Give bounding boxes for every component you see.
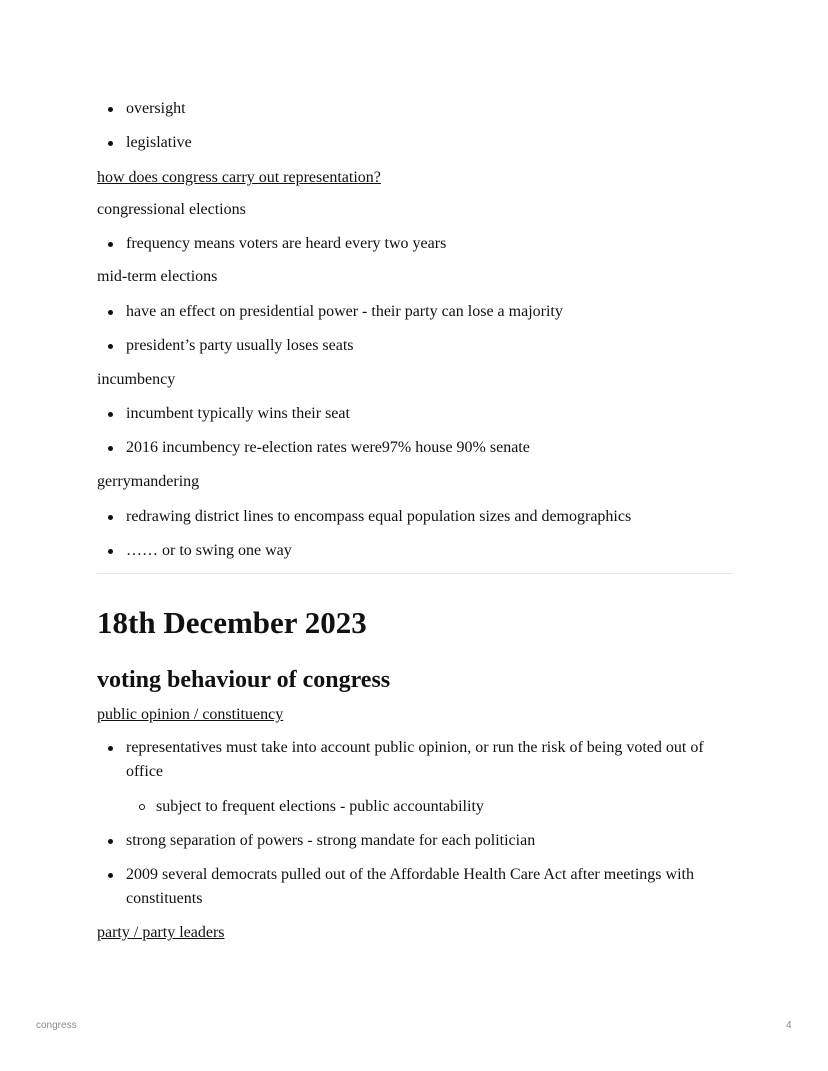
page-number: 4	[786, 1020, 792, 1031]
list-item: have an effect on presidential power - their party can lose a majority	[126, 300, 726, 324]
footer-title: congress	[36, 1020, 77, 1031]
subheading: congressional elections	[97, 201, 246, 218]
list-item: incumbent typically wins their seat	[126, 402, 726, 426]
date-heading: 18th December 2023	[97, 605, 367, 640]
list-item: legislative	[126, 131, 726, 155]
section-heading-voting: voting behaviour of congress	[97, 667, 391, 693]
subheading: mid-term elections	[97, 268, 218, 285]
subheading: gerrymandering	[97, 473, 200, 490]
section-heading-representation: how does congress carry out representation?	[97, 169, 381, 186]
list-item: …… or to swing one way	[126, 539, 726, 563]
list-item: frequency means voters are heard every two years	[126, 232, 726, 256]
list-item: representatives must take into account public opinion, or run the risk of being voted out of office	[126, 736, 726, 784]
list-item: oversight	[126, 97, 726, 121]
subheading-party: party / party leaders	[97, 924, 225, 941]
list-item: strong separation of powers - strong mandate for each politician	[126, 829, 726, 853]
list-item: redrawing district lines to encompass equal population sizes and demographics	[126, 505, 726, 529]
list-item: 2009 several democrats pulled out of the Affordable Health Care Act after meetings with constituents	[126, 863, 726, 911]
subheading: incumbency	[97, 371, 176, 388]
list-item: president’s party usually loses seats	[126, 334, 726, 358]
list-item: 2016 incumbency re-election rates were97% house 90% senate	[126, 436, 726, 460]
divider	[97, 573, 732, 574]
subheading-public-opinion: public opinion / constituency	[97, 706, 284, 723]
nested-list-item: subject to frequent elections - public accountability	[156, 798, 484, 815]
